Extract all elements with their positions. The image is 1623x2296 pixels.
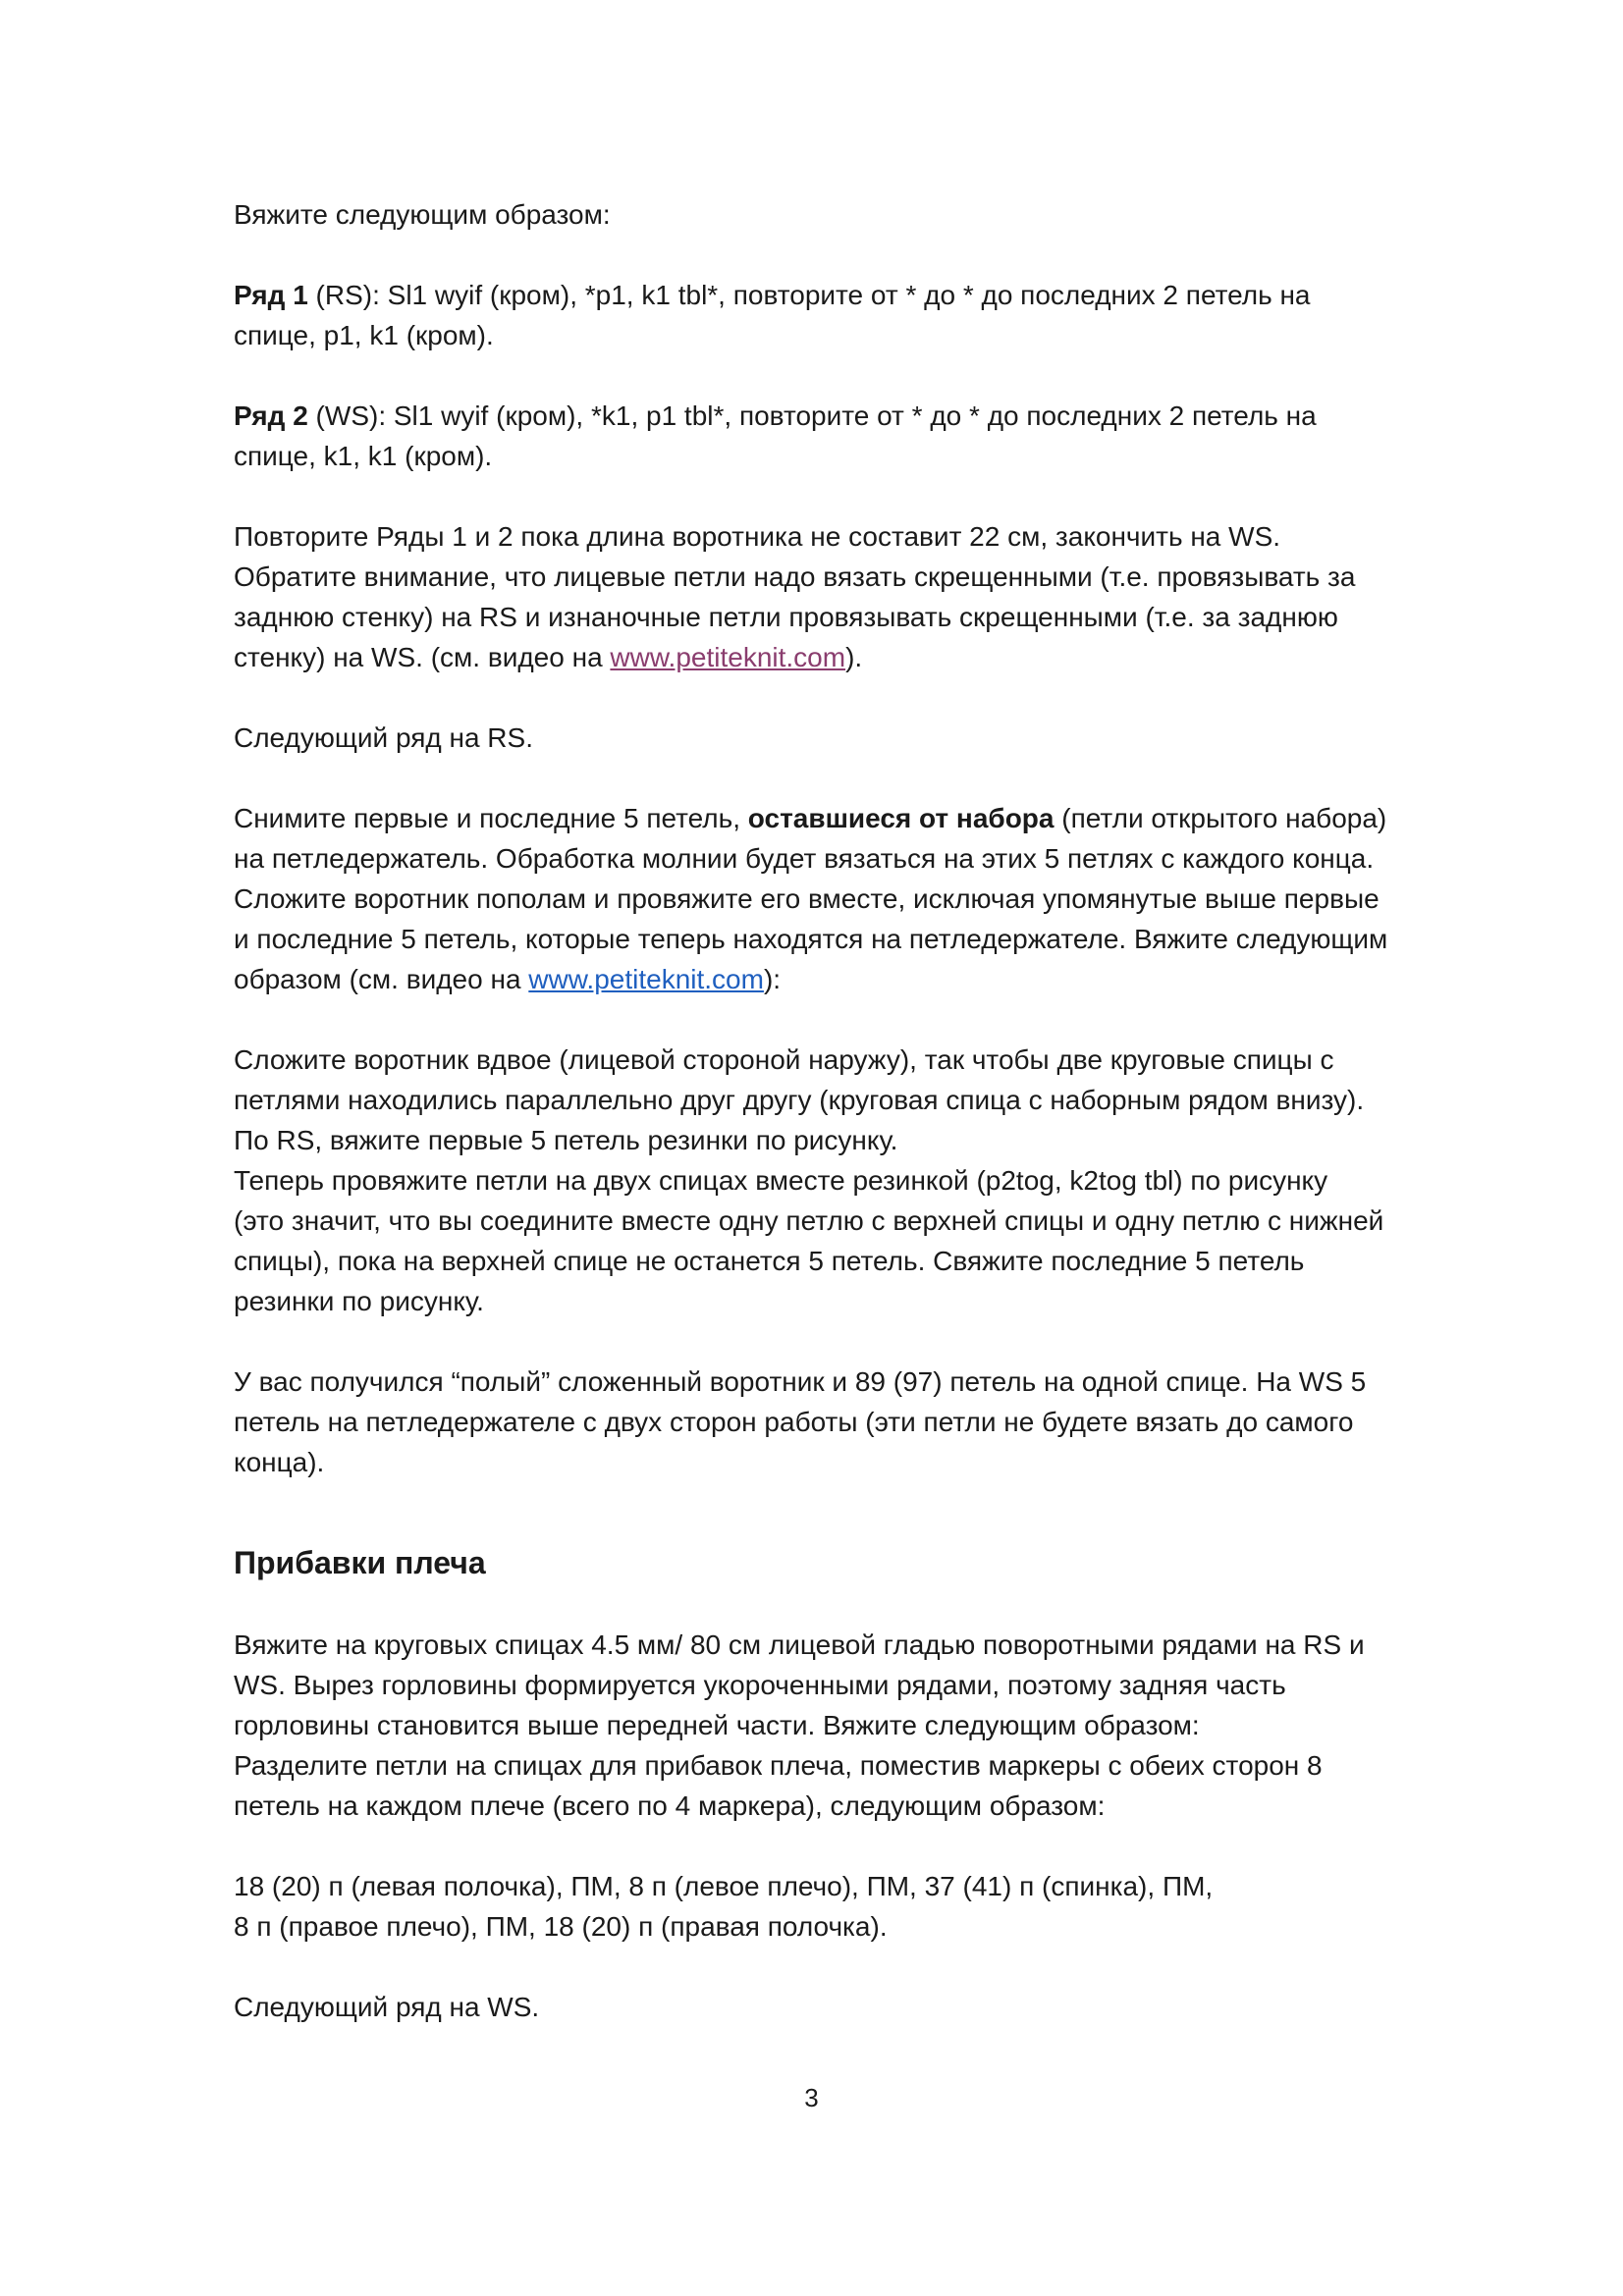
next-row-ws: Следующий ряд на WS. bbox=[234, 1992, 540, 2022]
fold-line-4: Теперь провяжите петли на двух спицах вместе резинкой (p2tog, k2tog tbl) по рисунку bbox=[234, 1165, 1328, 1196]
row-2-line-2: спице, k1, k1 (кром). bbox=[234, 441, 493, 471]
row-1-instruction bbox=[234, 275, 1510, 355]
slip-line-5-end: ): bbox=[763, 964, 782, 994]
repeat-line-1: Повторите Ряды 1 и 2 пока длина воротника не составит 22 см, закончить на WS. bbox=[234, 521, 1281, 552]
fold-paragraph bbox=[234, 1040, 1510, 1321]
fold-line-2: петлями находились параллельно друг другу (круговая спица с наборным рядом внизу). bbox=[234, 1085, 1365, 1115]
result-line-1: У вас получился “полый” сложенный воротник и 89 (97) петель на одной спице. На WS 5 bbox=[234, 1366, 1367, 1397]
slip-line-5 bbox=[234, 959, 1510, 999]
fold-line-7: резинки по рисунку. bbox=[234, 1286, 484, 1316]
shoulder-line-5: петель на каждом плече (всего по 4 маркера), следующим образом: bbox=[234, 1790, 1106, 1821]
page-number: 3 bbox=[804, 2083, 819, 2112]
row-1-line-1 bbox=[234, 275, 1510, 315]
petiteknit-link[interactable]: www.petiteknit.com bbox=[528, 964, 764, 994]
slip-line-1 bbox=[234, 798, 1510, 838]
result-paragraph bbox=[234, 1362, 1510, 1482]
division-paragraph bbox=[234, 1866, 1510, 1947]
slip-paragraph bbox=[234, 798, 1510, 999]
document-body bbox=[234, 194, 1510, 2027]
slip-line-4: и последние 5 петель, которые теперь находятся на петледержателе. Вяжите следующим bbox=[234, 924, 1388, 954]
repeat-line-4 bbox=[234, 637, 1510, 677]
repeat-line-4-start: стенку) на WS. (см. видео на bbox=[234, 642, 611, 672]
slip-line-1-end: (петли открытого набора) bbox=[1054, 803, 1387, 833]
shoulder-line-1: Вяжите на круговых спицах 4.5 мм/ 80 см лицевой гладью поворотными рядами на RS и bbox=[234, 1629, 1365, 1660]
row-1-label: Ряд 1 bbox=[234, 280, 308, 310]
slip-line-2: на петледержатель. Обработка молнии будет вязаться на этих 5 петлях с каждого конца. bbox=[234, 843, 1375, 874]
fold-line-3: По RS, вяжите первые 5 петель резинки по рисунку. bbox=[234, 1125, 898, 1155]
row-2-instruction bbox=[234, 396, 1510, 476]
fold-line-6: спицы), пока на верхней спице не останется 5 петель. Свяжите последние 5 петель bbox=[234, 1246, 1305, 1276]
repeat-line-2: Обратите внимание, что лицевые петли надо вязать скрещенными (т.е. провязывать за bbox=[234, 561, 1356, 592]
shoulder-line-3: горловины становится выше передней части. Вяжите следующим образом: bbox=[234, 1710, 1200, 1740]
section-heading: Прибавки плеча bbox=[234, 1545, 486, 1580]
intro-text: Вяжите следующим образом: bbox=[234, 199, 611, 230]
row-2-label: Ряд 2 bbox=[234, 400, 308, 431]
repeat-line-3: заднюю стенку) на RS и изнаночные петли провязывать скрещенными (т.е. за заднюю bbox=[234, 602, 1338, 632]
division-line-1: 18 (20) п (левая полочка), ПМ, 8 п (левое плечо), ПМ, 37 (41) п (спинка), ПМ, bbox=[234, 1871, 1214, 1901]
next-row-rs: Следующий ряд на RS. bbox=[234, 722, 533, 753]
fold-line-1: Сложите воротник вдвое (лицевой стороной наружу), так чтобы две круговые спицы с bbox=[234, 1044, 1334, 1075]
division-line-2: 8 п (правое плечо), ПМ, 18 (20) п (правая полочка). bbox=[234, 1911, 888, 1942]
row-2-text: (WS): Sl1 wyif (кром), *k1, p1 tbl*, повторите от * до * до последних 2 петель на bbox=[307, 400, 1317, 431]
shoulder-paragraph bbox=[234, 1625, 1510, 1826]
shoulder-line-4: Разделите петли на спицах для прибавок плеча, поместив маркеры с обеих сторон 8 bbox=[234, 1750, 1323, 1781]
repeat-line-4-end: ). bbox=[845, 642, 863, 672]
row-1-line-2: спице, p1, k1 (кром). bbox=[234, 320, 494, 350]
fold-line-5: (это значит, что вы соедините вместе одну петлю с верхней спицы и одну петлю с нижней bbox=[234, 1205, 1384, 1236]
result-line-3: конца). bbox=[234, 1447, 325, 1477]
slip-line-1-start: Снимите первые и последние 5 петель, bbox=[234, 803, 748, 833]
petiteknit-link[interactable]: www.petiteknit.com bbox=[610, 642, 846, 672]
result-line-2: петель на петледержателе с двух сторон работы (эти петли не будете вязать до самого bbox=[234, 1407, 1354, 1437]
slip-line-5-start: образом (см. видео на bbox=[234, 964, 529, 994]
shoulder-line-2: WS. Вырез горловины формируется укороченными рядами, поэтому задняя часть bbox=[234, 1670, 1286, 1700]
slip-line-3: Сложите воротник пополам и провяжите его вместе, исключая упомянутые выше первые bbox=[234, 883, 1380, 914]
row-1-text: (RS): Sl1 wyif (кром), *p1, k1 tbl*, повторите от * до * до последних 2 петель на bbox=[307, 280, 1311, 310]
row-2-line-1 bbox=[234, 396, 1510, 436]
repeat-paragraph bbox=[234, 516, 1510, 677]
slip-emphasis: оставшиеся от набора bbox=[747, 803, 1055, 833]
